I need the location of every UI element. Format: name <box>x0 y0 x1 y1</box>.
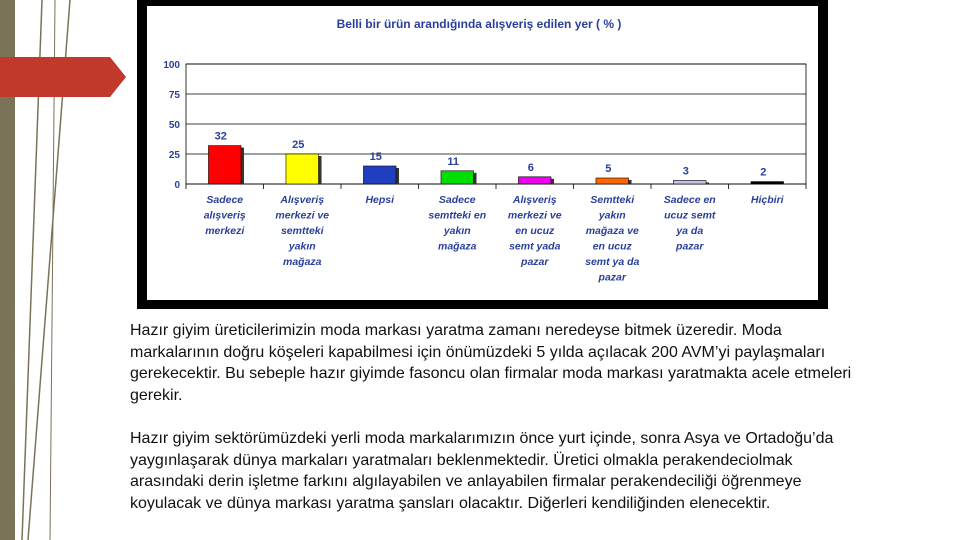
x-tick-label: Alışveriş merkezi ve en ucuz semt yada pazar <box>507 194 562 268</box>
x-tick-label: Sadece semtteki en yakın mağaza <box>428 194 487 253</box>
data-label: 2 <box>760 166 767 179</box>
bar <box>441 171 474 184</box>
y-tick-label: 75 <box>168 90 180 101</box>
bar <box>363 166 396 184</box>
decorative-lines <box>0 0 140 540</box>
y-tick-label: 100 <box>163 60 180 71</box>
x-tick-label: Sadece en ucuz semt ya da pazar <box>663 194 716 253</box>
bar <box>673 180 706 184</box>
x-tick-label: Sadece alışveriş merkezi <box>203 194 246 237</box>
data-label: 15 <box>369 151 382 163</box>
data-label: 6 <box>527 161 534 174</box>
bar <box>596 178 629 184</box>
y-tick-label: 0 <box>174 180 180 191</box>
y-tick-label: 50 <box>168 120 180 131</box>
paragraph-1: Hazır giyim üreticilerimizin moda markası yaratma zamanı neredeyse bitmek üzeredir. Moda markalarının doğru köşeleri kapabilmesi için önümüzdeki 5 yılda açılacak 200 AVM’yi paylaşmaları gerekecektir. Bu sebeple hazır giyimde fasoncu olan firmalar moda markası yaratmakta acele etmeleri gerekir. <box>130 322 852 404</box>
x-tick-label: Hiçbiri <box>750 194 784 206</box>
bar <box>208 146 241 184</box>
x-tick-label: Semtteki yakın mağaza ve en ucuz semt ya da pazar <box>585 194 640 284</box>
data-label: 25 <box>292 139 305 151</box>
bar <box>751 182 784 184</box>
bar-chart <box>147 6 818 300</box>
arrow-shape <box>0 57 126 97</box>
data-label: 32 <box>214 130 227 143</box>
chart-title: Belli bir ürün arandığında alışveriş edilen yer ( % ) <box>336 17 622 31</box>
paragraph-2: Hazır giyim sektörümüzdeki yerli moda markalarımızın önce yurt içinde, sonra Asya ve Ortadoğu’da yaygınlaşarak dünya markaları yaratmaları beklenmektedir. Üretici olmakla perakendeciolmak arasındaki derin işletme farkını algılayabilen ve anlayabilen firmalar perakendeciliği öğrenmeye koyulacak ve dünya markası yaratma şansları olacaktır. Diğerleri kendiliğinden elenecektir. <box>130 430 834 512</box>
data-label: 5 <box>605 163 612 175</box>
data-label: 3 <box>682 165 689 178</box>
x-tick-label: Hepsi <box>365 194 395 206</box>
y-tick-label: 25 <box>168 150 180 161</box>
x-tick-label: Alışveriş merkezi ve semtteki yakın mağaza <box>275 194 330 268</box>
bar <box>286 154 319 184</box>
bar <box>518 177 551 184</box>
data-label: 11 <box>447 155 460 168</box>
